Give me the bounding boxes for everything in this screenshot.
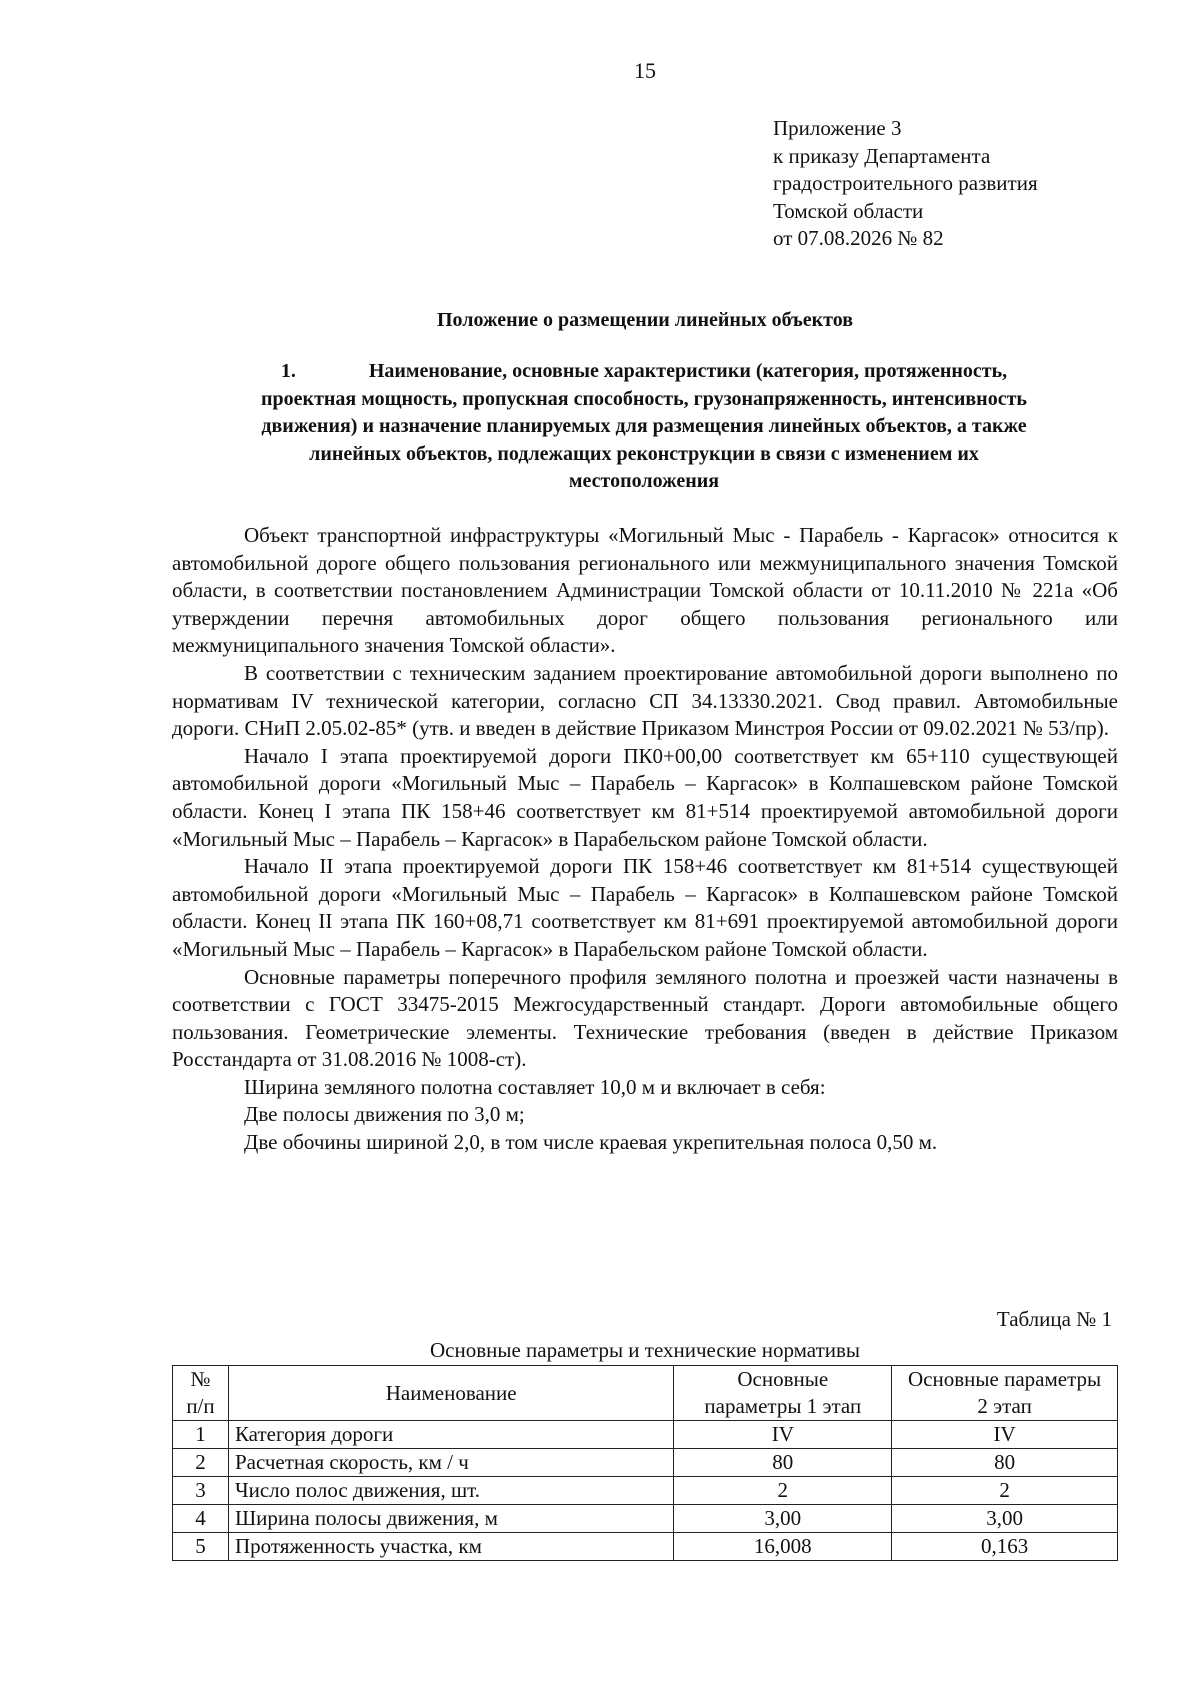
- cell-num: 2: [173, 1449, 229, 1477]
- cell-stage1: 16,008: [674, 1533, 892, 1561]
- paragraph: В соответствии с техническим заданием проектирование автомобильной дороги выполнено по нормативам IV технической категории, согласно СП 34.13330.2021. Свод правил. Автомобильные дороги. СНиП 2.05.02-85* (утв. и введен в действие Приказом Минстроя России от 09.02.2021 № 53/пр).: [172, 660, 1118, 741]
- cell-stage2: 0,163: [892, 1533, 1118, 1561]
- cell-name: Категория дороги: [228, 1421, 673, 1449]
- section-title-part: Наименование, основные характеристики (категория, протяженность,: [368, 360, 1008, 382]
- cell-name: Расчетная скорость, км / ч: [228, 1449, 673, 1477]
- section-number: 1.: [280, 360, 296, 382]
- appendix-block: [773, 115, 1038, 253]
- appendix-line: Томской области: [773, 198, 924, 223]
- section-heading-line: линейных объектов, подлежащих реконструкции в связи с изменением их: [309, 442, 979, 465]
- cell-stage1: 2: [674, 1477, 892, 1505]
- paragraph: Начало II этапа проектируемой дороги ПК 158+46 соответствует км 81+514 существующей автомобильной дороги «Могильный Мыс – Парабель – Каргасок» в Колпашевском районе Томской области. Конец II этапа ПК 160+08,71 соответствует км 81+691 проектируемой автомобильной дороги «Могильный Мыс – Парабель – Каргасок» в Парабельском районе Томской области.: [172, 854, 1118, 961]
- cell-num: 3: [173, 1477, 229, 1505]
- cell-num: 1: [173, 1421, 229, 1449]
- parameters-table: [172, 1365, 1118, 1561]
- paragraph: Две обочины шириной 2,0, в том числе краевая укрепительная полоса 0,50 м.: [244, 1130, 938, 1155]
- paragraph: Объект транспортной инфраструктуры «Могильный Мыс - Парабель - Каргасок» относится к автомобильной дороге общего пользования регионального или межмуниципального значения Томской области, в соответствии постановлением Администрации Томской области от 10.11.2010 № 221а «Об утверждении перечня автомобильных дорог общего пользования регионального или межмуниципального значения Томской области».: [172, 523, 1118, 658]
- header-stage2: [892, 1366, 1118, 1421]
- section-heading-line: проектная мощность, пропускная способность, грузонапряженность, интенсивность: [261, 387, 1027, 410]
- cell-stage2: 80: [892, 1449, 1118, 1477]
- header-stage1: [674, 1366, 892, 1421]
- header-stage1-line: Основные: [737, 1367, 829, 1391]
- header-stage1-line: параметры 1 этап: [704, 1394, 862, 1418]
- header-num-line: п/п: [186, 1394, 215, 1418]
- table-row: [173, 1477, 1118, 1505]
- cell-stage2: 3,00: [892, 1505, 1118, 1533]
- paragraph: Ширина земляного полотна составляет 10,0 м и включает в себя:: [244, 1074, 826, 1099]
- cell-stage2: IV: [892, 1421, 1118, 1449]
- cell-num: 5: [173, 1533, 229, 1561]
- cell-name: Протяженность участка, км: [228, 1533, 673, 1561]
- section-heading-line: [176, 358, 1112, 386]
- header-num: [173, 1366, 229, 1421]
- table-row: [173, 1449, 1118, 1477]
- document-title: Положение о размещении линейных объектов: [437, 309, 853, 331]
- appendix-line: градостроительного развития: [773, 171, 1038, 195]
- table-row: [173, 1421, 1118, 1449]
- cell-name: Ширина полосы движения, м: [228, 1505, 673, 1533]
- body-text: [172, 522, 1118, 1157]
- table-number: Таблица № 1: [996, 1307, 1112, 1331]
- appendix-line: к приказу Департамента: [773, 143, 991, 168]
- table-row: [173, 1533, 1118, 1561]
- cell-name: Число полос движения, шт.: [228, 1477, 673, 1505]
- cell-stage2: 2: [892, 1477, 1118, 1505]
- header-stage2-line: 2 этап: [977, 1394, 1032, 1418]
- cell-stage1: IV: [674, 1421, 892, 1449]
- header-stage2-line: Основные параметры: [908, 1367, 1102, 1391]
- header-num-line: №: [190, 1367, 211, 1391]
- table-caption: Основные параметры и технические нормативы: [429, 1338, 861, 1362]
- page-number: 15: [634, 58, 656, 83]
- table-header-row: [173, 1366, 1118, 1421]
- appendix-line: Приложение 3: [773, 116, 902, 140]
- section-heading: [176, 358, 1112, 496]
- header-name: Наименование: [228, 1366, 673, 1421]
- cell-num: 4: [173, 1505, 229, 1533]
- section-heading-line: местоположения: [568, 470, 720, 492]
- paragraph: Две полосы движения по 3,0 м;: [244, 1102, 525, 1127]
- paragraph: Основные параметры поперечного профиля земляного полотна и проезжей части назначены в соответствии с ГОСТ 33475-2015 Межгосударственный стандарт. Дороги автомобильные общего пользования. Геометрические элементы. Технические требования (введен в действие Приказом Росстандарта от 31.08.2016 № 1008-ст).: [172, 964, 1118, 1072]
- cell-stage1: 80: [674, 1449, 892, 1477]
- cell-stage1: 3,00: [674, 1505, 892, 1533]
- section-heading-line: движения) и назначение планируемых для размещения линейных объектов, а также: [261, 415, 1027, 437]
- appendix-line: от 07.08.2026 № 82: [773, 226, 944, 250]
- paragraph: Начало I этапа проектируемой дороги ПК0+00,00 соответствует км 65+110 существующей автомобильной дороги «Могильный Мыс – Парабель – Каргасок» в Колпашевском районе Томской области. Конец I этапа ПК 158+46 соответствует км 81+514 проектируемой автомобильной дороги «Могильный Мыс – Парабель – Каргасок» в Парабельском районе Томской области.: [172, 743, 1118, 851]
- table-row: [173, 1505, 1118, 1533]
